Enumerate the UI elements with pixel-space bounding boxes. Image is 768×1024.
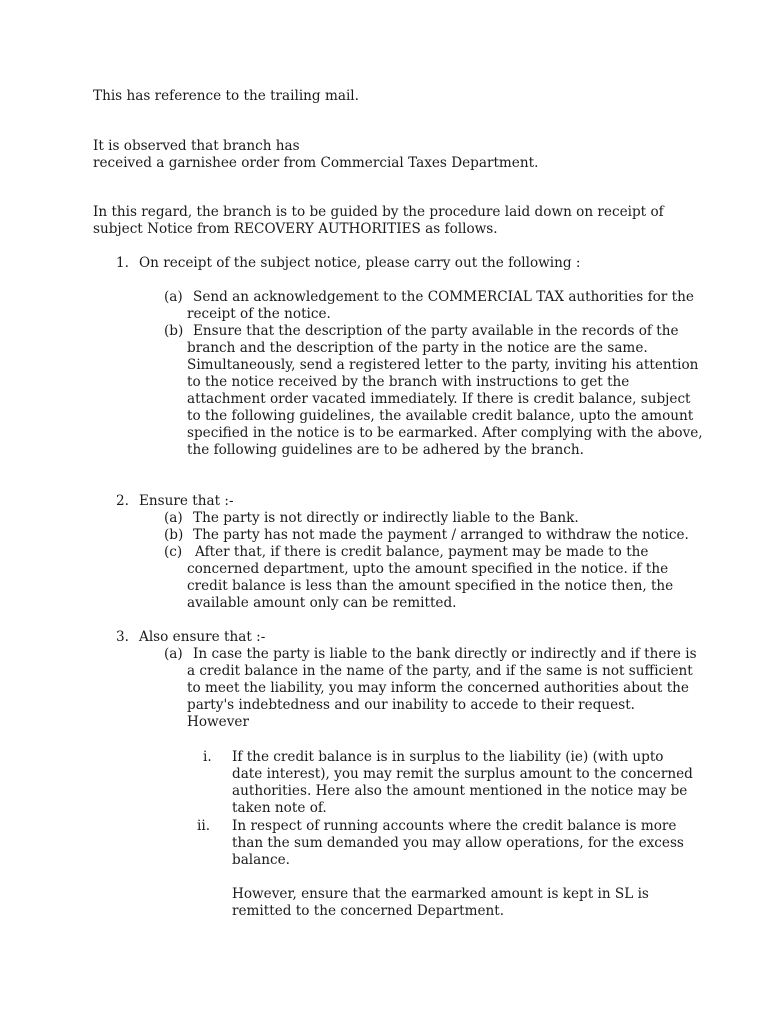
closing-line-2: remitted to the concerned Department. [232, 903, 505, 919]
item3-i-line-4: taken note of. [232, 800, 327, 816]
item1-marker: 1. [116, 255, 129, 271]
item2-heading: Ensure that :- [139, 493, 234, 509]
regard-line-1: In this regard, the branch is to be guided by the procedure laid down on receipt of [93, 204, 664, 220]
item1-b-marker: (b) [164, 323, 184, 339]
item2-a-marker: (a) [164, 510, 183, 526]
item1-b-line-5: attachment order vacated immediately. If there is credit balance, subject [187, 391, 691, 407]
item2-c-line-3: credit balance is less than the amount specified in the notice then, the [187, 578, 674, 594]
item1-b-line-8: the following guidelines are to be adhered by the branch. [187, 442, 584, 458]
item3-a-line-5: However [187, 714, 249, 730]
closing-line-1: However, ensure that the earmarked amount is kept in SL is [232, 886, 649, 902]
item1-a-line-1: Send an acknowledgement to the COMMERCIAL TAX authorities for the [193, 289, 694, 305]
item1-b-line-1: Ensure that the description of the party available in the records of the [193, 323, 679, 339]
intro-line: This has reference to the trailing mail. [93, 88, 359, 104]
item2-c-line-2: concerned department, upto the amount specified in the notice. if the [187, 561, 669, 577]
item3-marker: 3. [116, 629, 129, 645]
item3-heading: Also ensure that :- [139, 629, 266, 645]
item1-a-marker: (a) [164, 289, 183, 305]
item3-a-marker: (a) [164, 646, 183, 662]
item2-c-line-4: available amount only can be remitted. [187, 595, 457, 611]
observed-line-1: It is observed that branch has [93, 138, 300, 154]
item3-a-line-1: In case the party is liable to the bank directly or indirectly and if there is [193, 646, 697, 662]
item2-marker: 2. [116, 493, 129, 509]
item3-ii-line-3: balance. [232, 852, 290, 868]
item1-b-line-6: to the following guidelines, the available credit balance, upto the amount [187, 408, 694, 424]
observed-line-2: received a garnishee order from Commercial Taxes Department. [93, 155, 539, 171]
item2-b-line-1: The party has not made the payment / arranged to withdraw the notice. [193, 527, 689, 543]
item1-b-line-7: specified in the notice is to be earmarked. After complying with the above, [187, 425, 703, 441]
item3-ii-marker: ii. [197, 818, 211, 834]
item1-b-line-2: branch and the description of the party in the notice are the same. [187, 340, 648, 356]
item3-a-line-3: to meet the liability, you may inform the concerned authorities about the [187, 680, 689, 696]
item1-b-line-4: to the notice received by the branch with instructions to get the [187, 374, 630, 390]
item2-c-marker: (c) [164, 544, 183, 560]
item2-a-line-1: The party is not directly or indirectly liable to the Bank. [193, 510, 579, 526]
item3-ii-line-2: than the sum demanded you may allow operations, for the excess [232, 835, 684, 851]
item2-b-marker: (b) [164, 527, 184, 543]
item3-a-line-4: party's indebtedness and our inability to accede to their request. [187, 697, 635, 713]
item3-ii-line-1: In respect of running accounts where the credit balance is more [232, 818, 677, 834]
item1-b-line-3: Simultaneously, send a registered letter to the party, inviting his attention [187, 357, 699, 373]
item3-a-line-2: a credit balance in the name of the party, and if the same is not sufficient [187, 663, 693, 679]
item2-c-line-1: After that, if there is credit balance, payment may be made to the [195, 544, 649, 560]
item3-i-marker: i. [203, 749, 212, 765]
regard-line-2: subject Notice from RECOVERY AUTHORITIES as follows. [93, 221, 498, 237]
item3-i-line-3: authorities. Here also the amount mentioned in the notice may be [232, 783, 688, 799]
item1-heading: On receipt of the subject notice, please carry out the following : [139, 255, 581, 271]
item3-i-line-1: If the credit balance is in surplus to the liability (ie) (with upto [232, 749, 664, 765]
item1-a-line-2: receipt of the notice. [187, 306, 331, 322]
item3-i-line-2: date interest), you may remit the surplus amount to the concerned [232, 766, 693, 782]
